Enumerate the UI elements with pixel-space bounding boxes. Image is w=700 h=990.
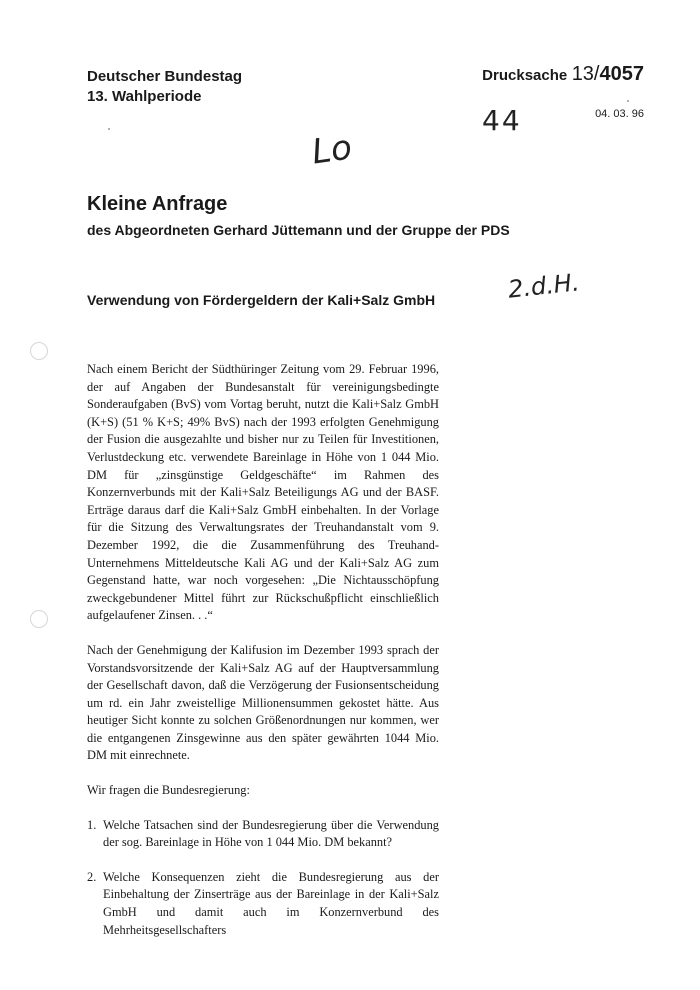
handwritten-note: 2.d.H. xyxy=(506,268,581,304)
handwritten-mark: Lo xyxy=(309,127,355,173)
paragraph-1: Nach einem Bericht der Südthüringer Zeitung vom 29. Februar 1996, der auf Angaben der Bundesanstalt für vereinigungsbedingte Sonderaufgaben (BvS) vom Vortag beruht, nutzt die Kali+Salz GmbH (K+S) (51 % K+S; 49% BvS) nach der 1993 erfolgten Genehmigung der Fusion die ausgezahlte und bisher nur zu Teilen für Investitionen, Verlustdeckung etc. verwendete Bareinlage in Höhe von 1 044 Mio. DM für „zinsgünstige Geldgeschäfte“ im Rahmen des Konzernverbunds mit der Kali+Salz Beteiligungs AG und der BASF. Erträge daraus darf die Kali+Salz GmbH einbehalten. In der Vorlage für die Sitzung des Verwaltungsrates der Treuhandanstalt vom 9. Dezember 1992, die die Zusammenführung des Treuhand-Unternehmens Mitteldeutsche Kali AG und der Kali+Salz AG zum Gegenstand hatte, war noch vorgesehen: „Die Nichtausschöpfung zweckgebundener Mittel führt zur Rückschußpflicht einschließlich aufgelaufener Zinsen. . .“ xyxy=(87,362,439,623)
document-body xyxy=(87,361,439,956)
document-title: Kleine Anfrage xyxy=(87,193,228,215)
institution-name: Deutscher Bundestag xyxy=(87,68,243,85)
punch-hole xyxy=(30,610,48,628)
document-subtitle: des Abgeordneten Gerhard Jüttemann und der Gruppe der PDS xyxy=(87,222,510,238)
drucksache-prefix: 13/ xyxy=(571,63,600,85)
question-text: Welche Konsequenzen zieht die Bundesregierung aus der Einbehaltung der Zinserträge aus der Bareinlage in der Kali+Salz GmbH und damit auch im Konzernverbund des Mehrheitsgesellschafters xyxy=(103,869,439,937)
question-text: Welche Tatsachen sind der Bundesregierung über die Verwendung der sog. Bareinlage in Höhe von 1 044 Mio. DM bekannt? xyxy=(103,817,439,850)
paragraph-2: Nach der Genehmigung der Kalifusion im Dezember 1993 sprach der Vorstandsvorsitzende der Kali+Salz AG auf der Hauptversammlung der Gesellschaft davon, daß die Verzögerung der Fusionsentscheidung um rd. ein Jahr zweistellige Millionensummen gekostet hätte. Aus heutiger Sicht konnte zu solchen Größenordnungen nur kommen, wer die entgangenen Zinsgewinne aus den später gewährten 1044 Mio. DM mit einrechnete. xyxy=(87,642,439,763)
scan-speck xyxy=(627,100,629,102)
question-item xyxy=(87,817,439,852)
question-number: 2. xyxy=(87,869,97,884)
drucksache-header xyxy=(482,63,644,86)
drucksache-number-bold: 4057 xyxy=(599,63,644,85)
header-left xyxy=(87,67,242,107)
scan-speck xyxy=(108,128,110,130)
document-date: 04. 03. 96 xyxy=(595,108,644,120)
punch-hole xyxy=(30,342,48,360)
handwritten-number: 44 xyxy=(482,104,522,137)
question-number: 1. xyxy=(87,817,97,832)
question-item xyxy=(87,869,439,939)
document-topic: Verwendung von Fördergeldern der Kali+Salz GmbH xyxy=(87,292,436,308)
drucksache-number xyxy=(572,63,644,85)
drucksache-label: Drucksache xyxy=(482,67,568,84)
legislative-period: 13. Wahlperiode xyxy=(87,88,202,105)
paragraph-3: Wir fragen die Bundesregierung: xyxy=(87,783,250,798)
